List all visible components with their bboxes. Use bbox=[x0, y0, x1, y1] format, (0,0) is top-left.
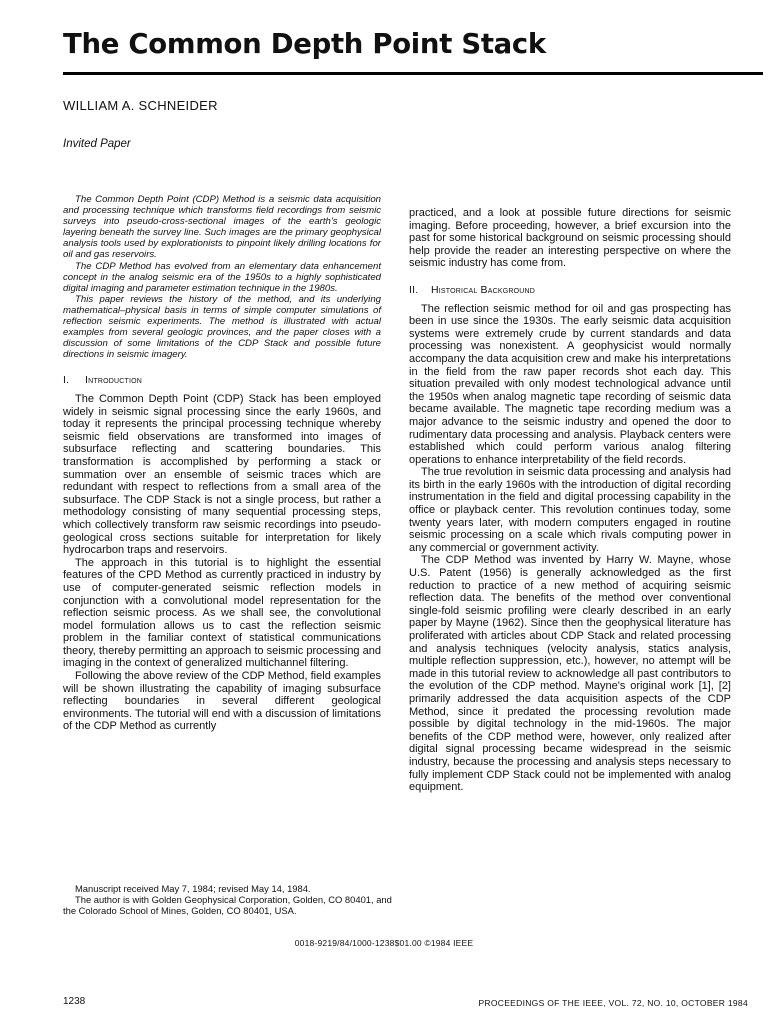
abstract bbox=[63, 194, 381, 360]
body-paragraph: Following the above review of the CDP Method, field examples will be shown illustrating the capability of imaging subsurface reflecting boundaries in several different geological environments. The tutorial will end with a discussion of limitations of the CDP Method as currently bbox=[63, 670, 381, 733]
left-column bbox=[63, 194, 381, 733]
section-number: II. bbox=[409, 283, 419, 296]
intro-continuation bbox=[409, 207, 731, 270]
section-title: Introduction bbox=[85, 374, 143, 387]
body-paragraph: practiced, and a look at possible future directions for seismic imaging. Before proceeding, however, a brief excursion into the past for some historical background on seismic processing should help provide the reader an interesting perspective on where the seismic industry has come from. bbox=[409, 207, 731, 270]
author-name: WILLIAM A. SCHNEIDER bbox=[63, 98, 218, 113]
invited-label: Invited Paper bbox=[63, 138, 131, 150]
section-number: I. bbox=[63, 374, 70, 387]
footnote-line: Manuscript received May 7, 1984; revised May 14, 1984. bbox=[75, 883, 311, 894]
body-paragraph: The approach in this tutorial is to highlight the essential features of the CPD Method as currently practiced in industry by use of computer-generated seismic reflection models in conjunction with a convolutional model representation for the reflection seismic process. As we shall see, the convolutional model formulation allows us to cast the reflection seismic problem in the familiar context of statistical communications theory, thereby permitting an approach to seismic processing and imaging in the context of generalized multichannel filtering. bbox=[63, 556, 381, 670]
page-number: 1238 bbox=[63, 996, 86, 1007]
body-paragraph: The CDP Method was invented by Harry W. Mayne, whose U.S. Patent (1956) is generally acknowledged as the first reduction to practice of a new method of acquiring seismic reflection data. The benefits of the method over conventional single-fold seismic profiling were clearly described in an early paper by Mayne (1962). Since then the geophysical literature has proliferated with articles about CDP Stack and related processing and analysis techniques (velocity analysis, statics analysis, multiple reflection suppression, etc.), however, no attempt will be made in this tutorial review to acknowledge all past contributors to the evolution of the CDP method. Mayne's original work [1], [2] primarily addressed the data acquisition aspects of the CDP Method, since it predated the processing revolution made possible by digital technology in the mid-1960s. The major benefits of the CDP method were, however, only realized after digital signal processing became widespread in the seismic industry, because the processing and analysis steps necessary to fully implement CDP Stack could not be implemented with analog equipment. bbox=[409, 554, 731, 794]
section-heading-historical-background bbox=[409, 284, 731, 297]
right-column bbox=[409, 207, 731, 794]
footnote-line: The author is with Golden Geophysical Corporation, Golden, CO 80401, and the Colorado School of Mines, Golden, CO 80401, USA. bbox=[63, 894, 392, 917]
section-heading-introduction bbox=[63, 374, 381, 387]
historical-background-body bbox=[409, 303, 731, 794]
footnote bbox=[63, 883, 393, 917]
abstract-paragraph: The Common Depth Point (CDP) Method is a seismic data acquisition and processing technique which transforms field recordings from seismic surveys into pseudo-cross-sectional images of the earth's geologic layering beneath the survey line. Such images are the primary geophysical analysis tools used by explorationists to pinpoint likely drilling locations for oil and gas reservoirs. bbox=[63, 194, 381, 261]
section-title: Historical Background bbox=[431, 283, 536, 296]
copyright-line: 0018-9219/84/1000-1238$01.00 ©1984 IEEE bbox=[294, 938, 474, 948]
body-paragraph: The Common Depth Point (CDP) Stack has been employed widely in seismic signal processing since the early 1960s, and today it represents the principal processing technique whereby seismic field observations are transformed into images of subsurface reflecting and scattering boundaries. This transformation is accomplished by performing a stack or summation over an ensemble of seismic traces which are redundant with respect to reflections from a small area of the subsurface. The CDP Stack is not a single process, but rather a methodology consisting of many sequential processing steps, which collectively transform raw seismic recordings into pseudo-geological cross sections suitable for interpretation for likely hydrocarbon traps and reservoirs. bbox=[63, 393, 381, 557]
abstract-paragraph: The CDP Method has evolved from an elementary data enhancement concept in the analog seismic era of the 1950s to a highly sophisticated digital imaging and parameter estimation technique in the 1980s. bbox=[63, 260, 381, 294]
paper-title: The Common Depth Point Stack bbox=[63, 28, 546, 60]
journal-footer: PROCEEDINGS OF THE IEEE, VOL. 72, NO. 10, OCTOBER 1984 bbox=[478, 998, 748, 1008]
abstract-paragraph: This paper reviews the history of the method, and its underlying mathematical–physical basis in terms of simple computer simulations of reflection seismic experiments. The method is illustrated with actual examples from several geologic provinces, and the paper closes with a discussion of some limitations of the CDP Stack and possible future directions in seismic imagery. bbox=[63, 293, 381, 361]
introduction-body bbox=[63, 393, 381, 733]
body-paragraph: The reflection seismic method for oil and gas prospecting has been in use since the 1930s. The early seismic data acquisition systems were extremely crude by current standards and data processing was nonexistent. A geophysicist would normally accompany the data acquisition crew and make his interpretations in the field from the raw paper records shot each day. This situation prevailed with only modest technological advance until the 1950s when analog magnetic tape recording of seismic data became available. The magnetic tape recording medium was a major advance to the seismic industry and opened the door to rudimentary data processing and analysis. Playback centers were established which could perform various analog filtering operations to enhance interpretability of the field records. bbox=[409, 302, 731, 466]
title-rule bbox=[63, 72, 763, 75]
body-paragraph: The true revolution in seismic data processing and analysis had its birth in the early 1960s with the introduction of digital recording instrumentation in the field and digital processing capability in the office or playback center. This revolution continues today, some twenty years later, with modern computers engaged in routine seismic processing on a scale which rivals computing power in any commercial or government activity. bbox=[409, 466, 731, 554]
